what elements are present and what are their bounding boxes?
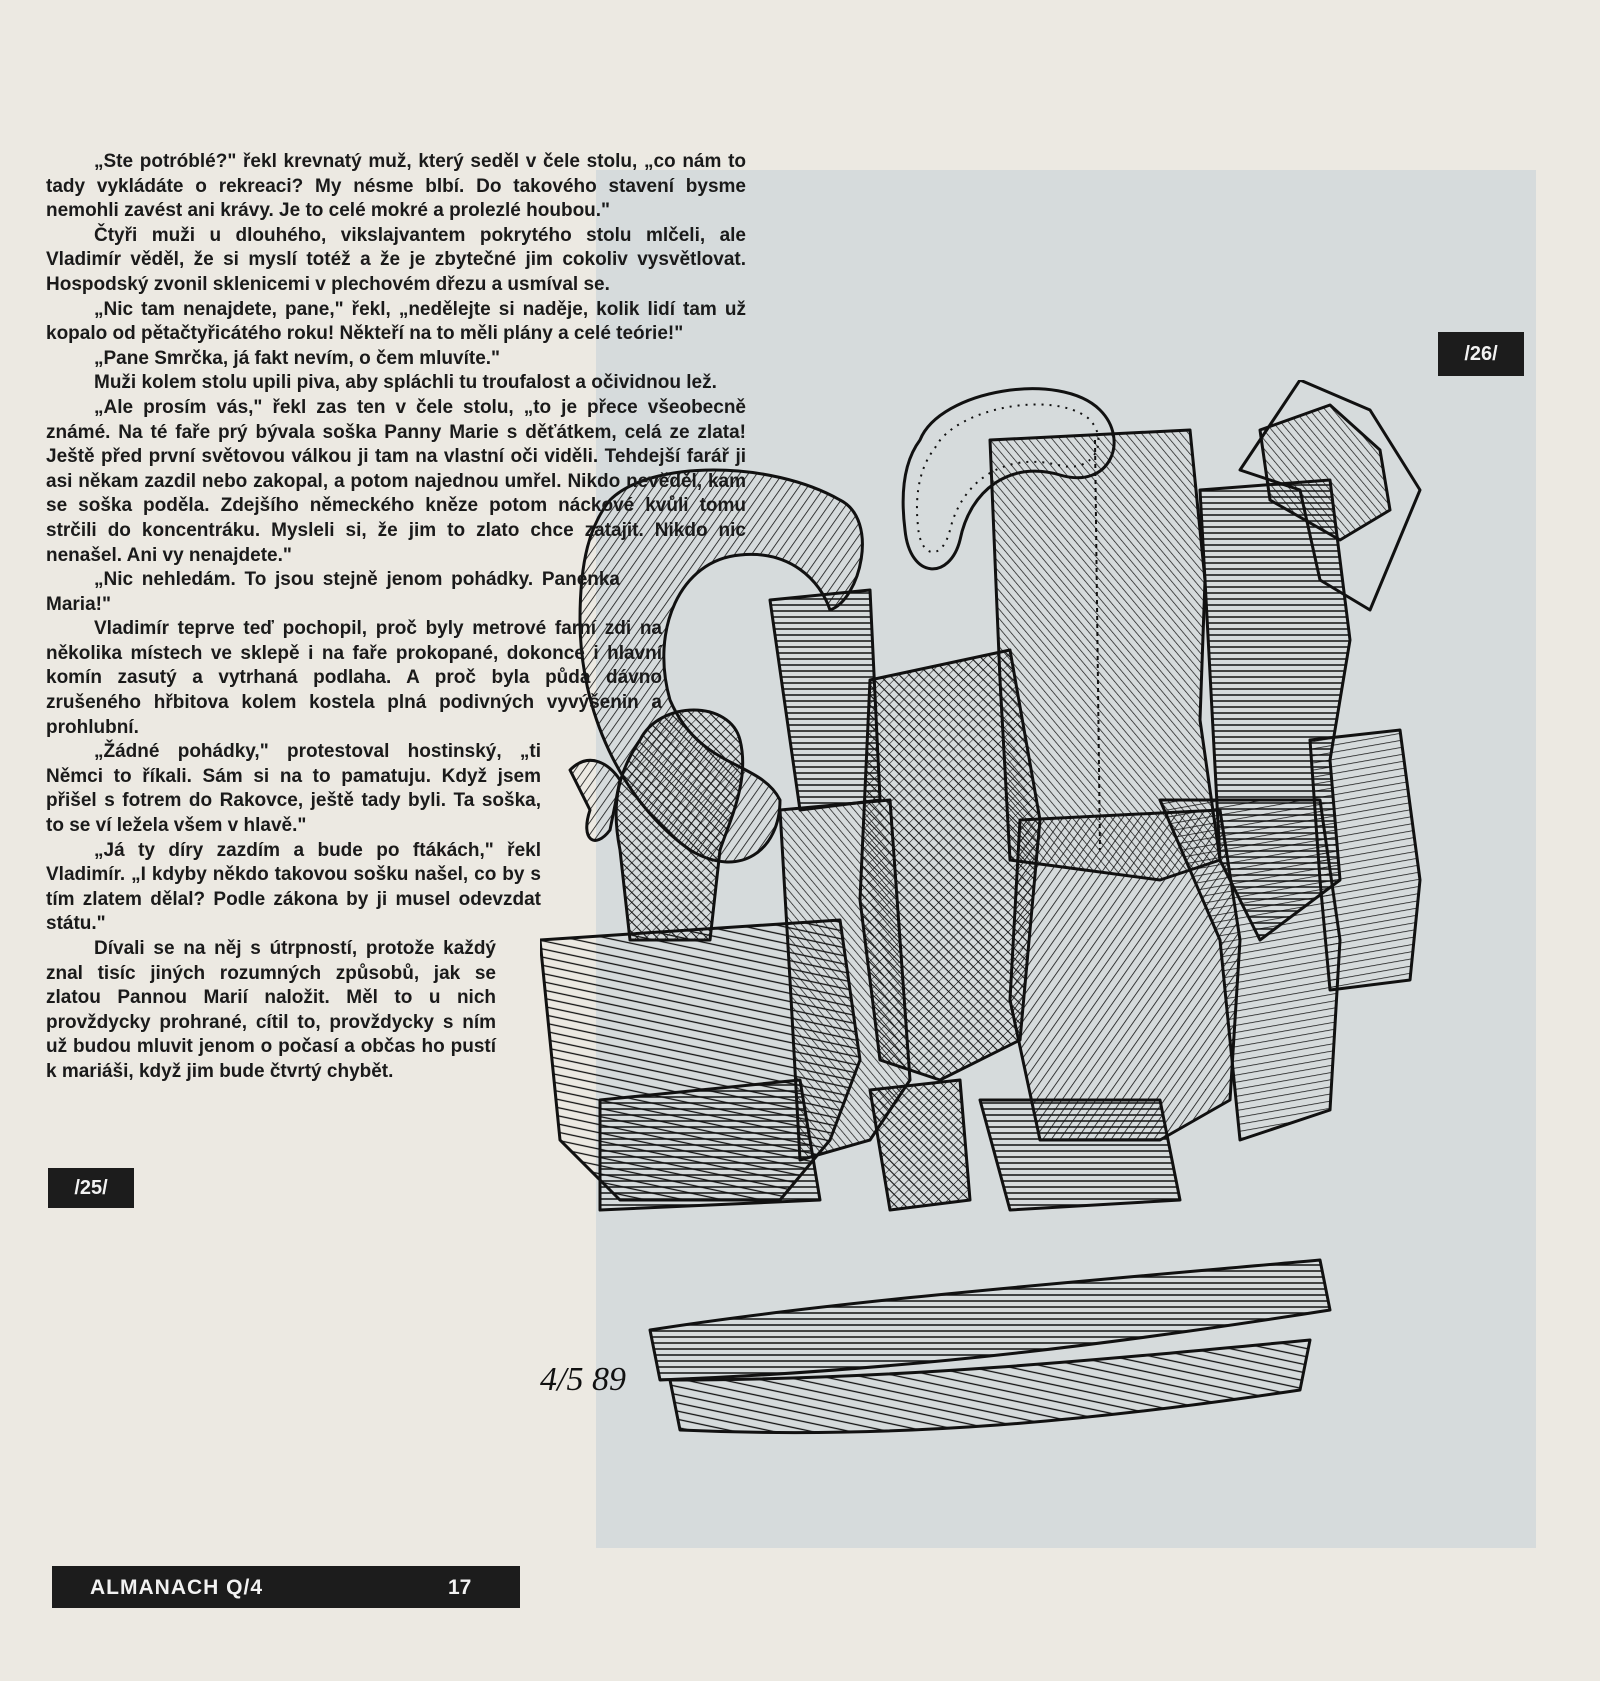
page-number: 17	[448, 1576, 472, 1599]
paragraph: „Já ty díry zazdím a bude po ftákách," řekl Vladimír. „I kdyby někdo takovou sošku našel, co by s tím zlatem dělal? Podle zákona by ji musel odevzdat státu."	[46, 839, 541, 935]
publication-title: ALMANACH Q/4	[90, 1576, 263, 1599]
footer-bar	[52, 1566, 520, 1608]
page-marker-right: /26/	[1438, 332, 1524, 376]
page-marker-left: /25/	[48, 1168, 134, 1208]
paragraph: Muži kolem stolu upili piva, aby spláchli tu troufalost a očividnou lež.	[94, 372, 717, 394]
paragraph: Dívali se na něj s útrpností, protože každý znal tisíc jiných rozumných způsobů, jak se zlatou Pannou Marií naložit. Měl to u nich provždycky prohrané, cítil to, provždycky s ním už budou mluvit jenom o počasí a občas ho pustí k mariáši, když jim bude čtvrtý chybět.	[46, 938, 496, 1082]
artist-signature: 4/5 89	[540, 1361, 626, 1398]
article-text	[46, 150, 746, 1085]
paragraph: „Nic nehledám. To jsou stejně jenom pohádky. Panenka Maria!"	[46, 569, 620, 615]
paragraph: „Pane Smrčka, já fakt nevím, o čem mluvíte."	[94, 347, 501, 369]
paragraph: „Nic tam nenajdete, pane," řekl, „nedělejte si naděje, kolik lidí tam už kopalo od pětačtyřicátého roku! Někteří na to měli plány a celé teórie!"	[46, 298, 746, 345]
paragraph: „Ale prosím vás," řekl zas ten v čele stolu, „to je přece všeobecně známé. Na té faře prý bývala soška Panny Marie s děťátkem, celá ze zlata! Ještě před první světovou válkou ji tam na vlastní oči viděli. Tehdejší farář ji asi někam zazdil nebo zakopal, a potom najednou umřel. Nikdo nevěděl, kam se soška poděla. Zdejšího německého kněze potom náckové kvůli tomu strčili do koncentráku. Mysleli si, že jim to zlato chce zatajit. Nikdo nic nenašel. Ani vy nenajdete."	[46, 396, 746, 566]
paragraph: Vladimír teprve teď pochopil, proč byly metrové farní zdi na několika místech ve sklepě i na faře prokopané, dokonce i hlavní komín zasutý a vytrhaná podlaha. A proč byla půda dávno zrušeného hřbitova kolem kostela plná podivných vyvýšenin a prohlubní.	[46, 618, 662, 738]
paragraph: „Žádné pohádky," protestoval hostinský, „ti Němci to říkali. Sám si na to pamatuju. Když jsem přišel s fotrem do Rakovce, ještě tady byli. Ta soška, to se ví ležela všem v hlavě."	[46, 741, 541, 837]
paragraph: Čtyři muži u dlouhého, vikslajvantem pokrytého stolu mlčeli, ale Vladimír věděl, že si myslí totéž a že je zbytečné jim cokoliv vysvětlovat. Hospodský zvonil sklenicemi v plechovém dřezu a usmíval se.	[46, 224, 746, 295]
paragraph: „Ste potróblé?" řekl krevnatý muž, který seděl v čele stolu, „co nám to tady vykládáte o rekreaci? My nésme blbí. Do takového stavení bysme nemohli zavést ani krávy. Je to celé mokré a prolezlé houbou."	[46, 151, 746, 222]
